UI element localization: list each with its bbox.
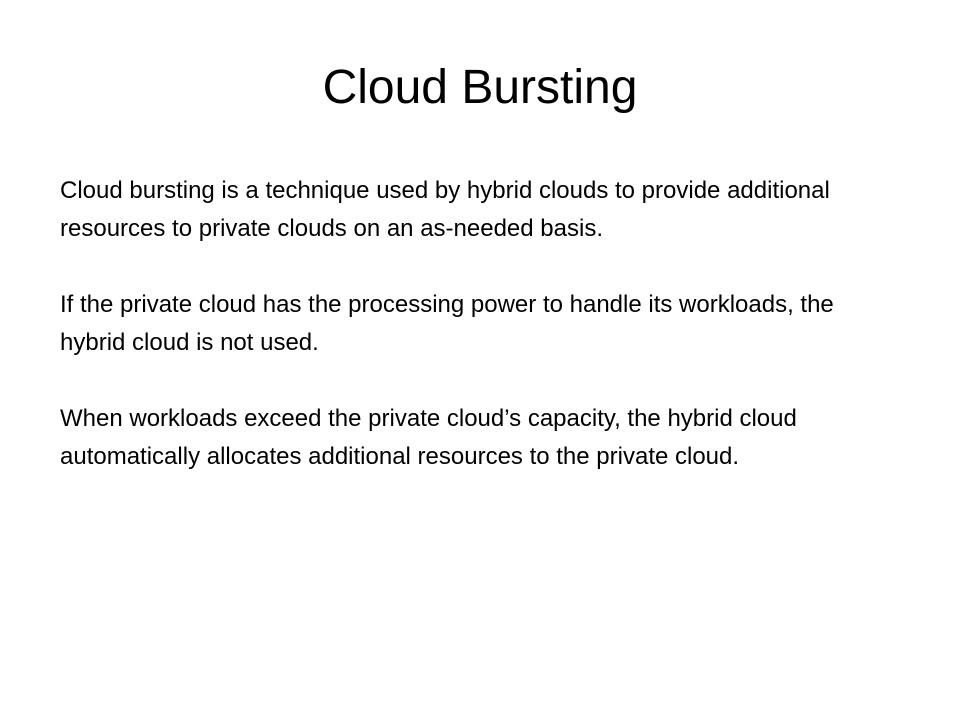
paragraph-allocation: When workloads exceed the private cloud’s capacity, the hybrid cloud automatically allocates additional resources to the private cloud. [60,405,797,470]
paragraph-not-used: If the private cloud has the processing power to handle its workloads, the hybrid cloud is not used. [60,291,834,356]
slide-title: Cloud Bursting [322,61,638,114]
paragraph-definition: Cloud bursting is a technique used by hybrid clouds to provide additional resources to private clouds on an as-needed basis. [60,177,830,242]
slide-body [60,172,900,514]
